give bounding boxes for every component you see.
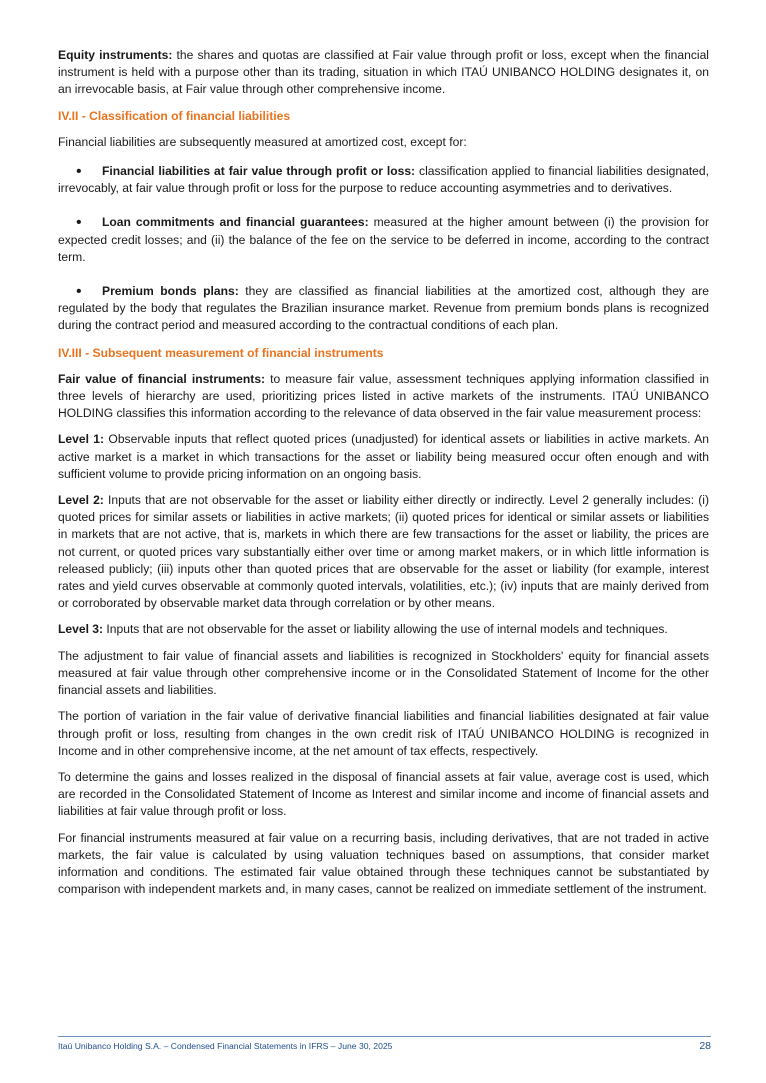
level-3-label: Level 3: xyxy=(58,622,104,637)
bullet-label: Financial liabilities at fair value through profit or loss: xyxy=(102,164,416,179)
level-1-label: Level 1: xyxy=(58,432,105,447)
bullet-item-fvtpl xyxy=(58,163,709,197)
document-body xyxy=(58,47,709,907)
fair-value-label: Fair value of financial instruments: xyxy=(58,371,266,386)
adjustment-paragraph: The adjustment to fair value of financial assets and liabilities is recognized in Stockholders' equity for financial assets measured at fair value through other comprehensive income or in the Consolidated Statement of Income for the other financial assets and liabilities. xyxy=(58,648,709,698)
gains-losses-paragraph: To determine the gains and losses realized in the disposal of financial assets at fair value, average cost is used, which are recorded in the Consolidated Statement of Income as Interest and similar income and income of financial assets and liabilities at fair value through profit or loss. xyxy=(58,769,709,819)
equity-instruments-label: Equity instruments: xyxy=(58,48,173,62)
equity-instruments-paragraph xyxy=(58,47,709,99)
own-credit-risk-paragraph: The portion of variation in the fair value of derivative financial liabilities and financial liabilities designated at fair value through profit or loss, resulting from changes in the own credit risk of ITAÚ UNIBANCO HOLDING is recognized in Income and in other comprehensive income, at the net amount of tax effects, respectively. xyxy=(58,709,709,758)
bullet-text: they are classified as financial liabilities at the amortized cost, although they are regulated by the body that regulates the Brazilian insurance market. Revenue from premium bonds plans is recognized during the contract period and measured according to the contractual conditions of each plan. xyxy=(58,284,709,333)
bullet-text: measured at the higher amount between (i) the provision for expected credit losses; and (ii) the balance of the fee on the service to be deferred in income, according to the contract term. xyxy=(58,215,709,264)
level-3-text: Inputs that are not observable for the asset or liability allowing the use of internal models and techniques. xyxy=(103,622,668,637)
bullet-icon: • xyxy=(76,214,82,232)
level-1-paragraph xyxy=(58,431,709,483)
bullet-label: Loan commitments and financial guarantees: xyxy=(102,215,369,230)
level-1-text: Observable inputs that reflect quoted prices (unadjusted) for identical assets or liabilities in active markets. An active market is a market in which transactions for the asset or liability being measured occur often enough and with sufficient volume to provide pricing information on an ongoing basis. xyxy=(58,432,709,481)
bullet-icon: • xyxy=(76,283,82,301)
recurring-basis-paragraph: For financial instruments measured at fair value on a recurring basis, including derivatives, that are not traded in active markets, the fair value is calculated by using valuation techniques based on assumptions, that consider market information and conditions. The estimated fair value obtained through these techniques cannot be substantiated by comparison with independent markets and, in many cases, cannot be realized on immediate settlement of the instrument. xyxy=(58,830,709,897)
fair-value-paragraph xyxy=(58,371,709,423)
section-heading-measurement: IV.III - Subsequent measurement of financial instruments xyxy=(58,345,384,360)
bullet-item-premium-bonds xyxy=(58,283,709,335)
bullet-label: Premium bonds plans: xyxy=(102,284,239,299)
liabilities-intro: Financial liabilities are subsequently measured at amortized cost, except for: xyxy=(58,134,467,149)
level-2-text: Inputs that are not observable for the asset or liability either directly or indirectly. Level 2 generally includes: (i) quoted prices for similar assets or liabilities in active markets; (ii) quoted prices for identical or similar assets or liabilities in markets that are not active, that is, markets in which there are few transactions for the asset or liability, the prices are not current, or quoted prices vary substantially either over time or among market makers, or in which little information is released publicly; (iii) inputs other than quoted prices that are observable for the asset or liability (for example, interest rates and yield curves observable at commonly quoted intervals, volatilities, etc.); (iv) inputs that are mainly derived from or corroborated by observable market data through correlation or by other means. xyxy=(58,493,709,611)
bullet-icon: • xyxy=(76,163,82,181)
bullet-item-loan-commitments xyxy=(58,214,709,266)
fair-value-text: to measure fair value, assessment techniques applying information classified in three levels of hierarchy are used, prioritizing prices listed in active markets of the instruments. ITAÚ UNIBANCO HOLDING classifies this information according to the relevance of data observed in the fair value measurement process: xyxy=(58,371,709,421)
page-footer xyxy=(58,1036,711,1057)
footer-title: Itaú Unibanco Holding S.A. – Condensed Financial Statements in IFRS – June 30, 2025 xyxy=(58,1041,393,1051)
section-heading-liabilities: IV.II - Classification of financial liabilities xyxy=(58,108,291,123)
level-3-paragraph xyxy=(58,621,709,638)
level-2-label: Level 2: xyxy=(58,493,104,508)
level-2-paragraph xyxy=(58,492,709,612)
bullet-text: classification applied to financial liabilities designated, irrevocably, at fair value through profit or loss for the purpose to reduce accounting asymmetries and to derivatives. xyxy=(58,164,709,196)
page-number: 28 xyxy=(699,1040,711,1052)
equity-instruments-text: the shares and quotas are classified at Fair value through profit or loss, except when the financial instrument is held with a purpose other than its trading, situation in which ITAÚ UNIBANCO HOLDING designates it, on an irrevocable basis, at Fair value through other comprehensive income. xyxy=(58,48,709,97)
